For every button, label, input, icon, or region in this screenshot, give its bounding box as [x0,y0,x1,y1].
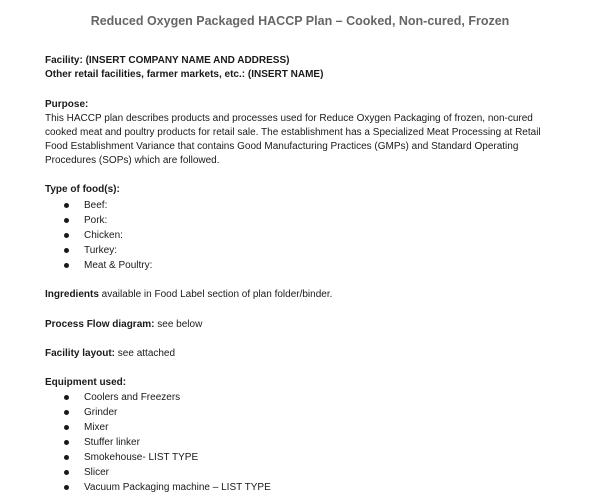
list-item [64,198,152,213]
process-flow-line [45,318,202,331]
purpose-text: This HACCP plan describes products and processes used for Reduce Oxygen Packaging of frozen, non-cured cooked meat and poultry products for retail sale. The establishment has a Specialized Meat Processing at Retail Food Establishment Variance that contains Good Manufacturing Practices (GMPs) and Standard Operating Procedures (SOPs) which are followed. [45,113,541,166]
bullet-icon [64,410,69,415]
food-types-list [64,198,152,273]
document-title: Reduced Oxygen Packaged HACCP Plan – Cooked, Non-cured, Frozen [90,14,510,28]
list-item [64,390,271,405]
food-type-label: Turkey: [84,245,117,256]
bullet-icon [64,455,69,460]
ingredients-line [45,288,332,301]
equipment-label: Slicer [84,467,110,478]
facility-line: Facility: (INSERT COMPANY NAME AND ADDRESS) [45,55,290,66]
list-item [64,480,271,495]
bullet-icon [64,233,69,238]
other-facilities-line: Other retail facilities, farmer markets, etc.: (INSERT NAME) [45,69,324,80]
ingredients-text: available in Food Label section of plan folder/binder. [98,289,333,300]
bullet-icon [64,218,69,223]
list-item [64,243,152,258]
equipment-label: Grinder [84,407,118,418]
list-item [64,405,271,420]
equipment-list [64,390,271,495]
facility-layout-text: see attached [115,348,176,359]
list-item [64,450,271,465]
bullet-icon [64,248,69,253]
food-type-label: Meat & Poultry: [84,260,153,271]
equipment-label: Mixer [84,422,109,433]
ingredients-label: Ingredients [45,289,99,300]
bullet-icon [64,440,69,445]
list-item [64,258,152,273]
list-item [64,213,152,228]
food-types-heading: Type of food(s): [45,184,120,195]
bullet-icon [64,485,69,490]
food-type-label: Pork: [84,215,108,226]
food-type-label: Chicken: [84,230,123,241]
equipment-label: Stuffer linker [84,437,140,448]
purpose-heading: Purpose: [45,99,89,110]
process-flow-label: Process Flow diagram: [45,319,155,330]
list-item [64,420,271,435]
bullet-icon [64,203,69,208]
bullet-icon [64,395,69,400]
list-item [64,465,271,480]
bullet-icon [64,263,69,268]
equipment-label: Smokehouse- LIST TYPE [84,452,199,463]
bullet-icon [64,425,69,430]
equipment-label: Vacuum Packaging machine – LIST TYPE [84,482,271,493]
equipment-heading: Equipment used: [45,377,127,388]
list-item [64,228,152,243]
food-type-label: Beef: [84,200,108,211]
process-flow-text: see below [154,319,203,330]
bullet-icon [64,470,69,475]
facility-layout-line [45,347,175,360]
equipment-label: Coolers and Freezers [84,392,181,403]
list-item [64,435,271,450]
facility-layout-label: Facility layout: [45,348,116,359]
